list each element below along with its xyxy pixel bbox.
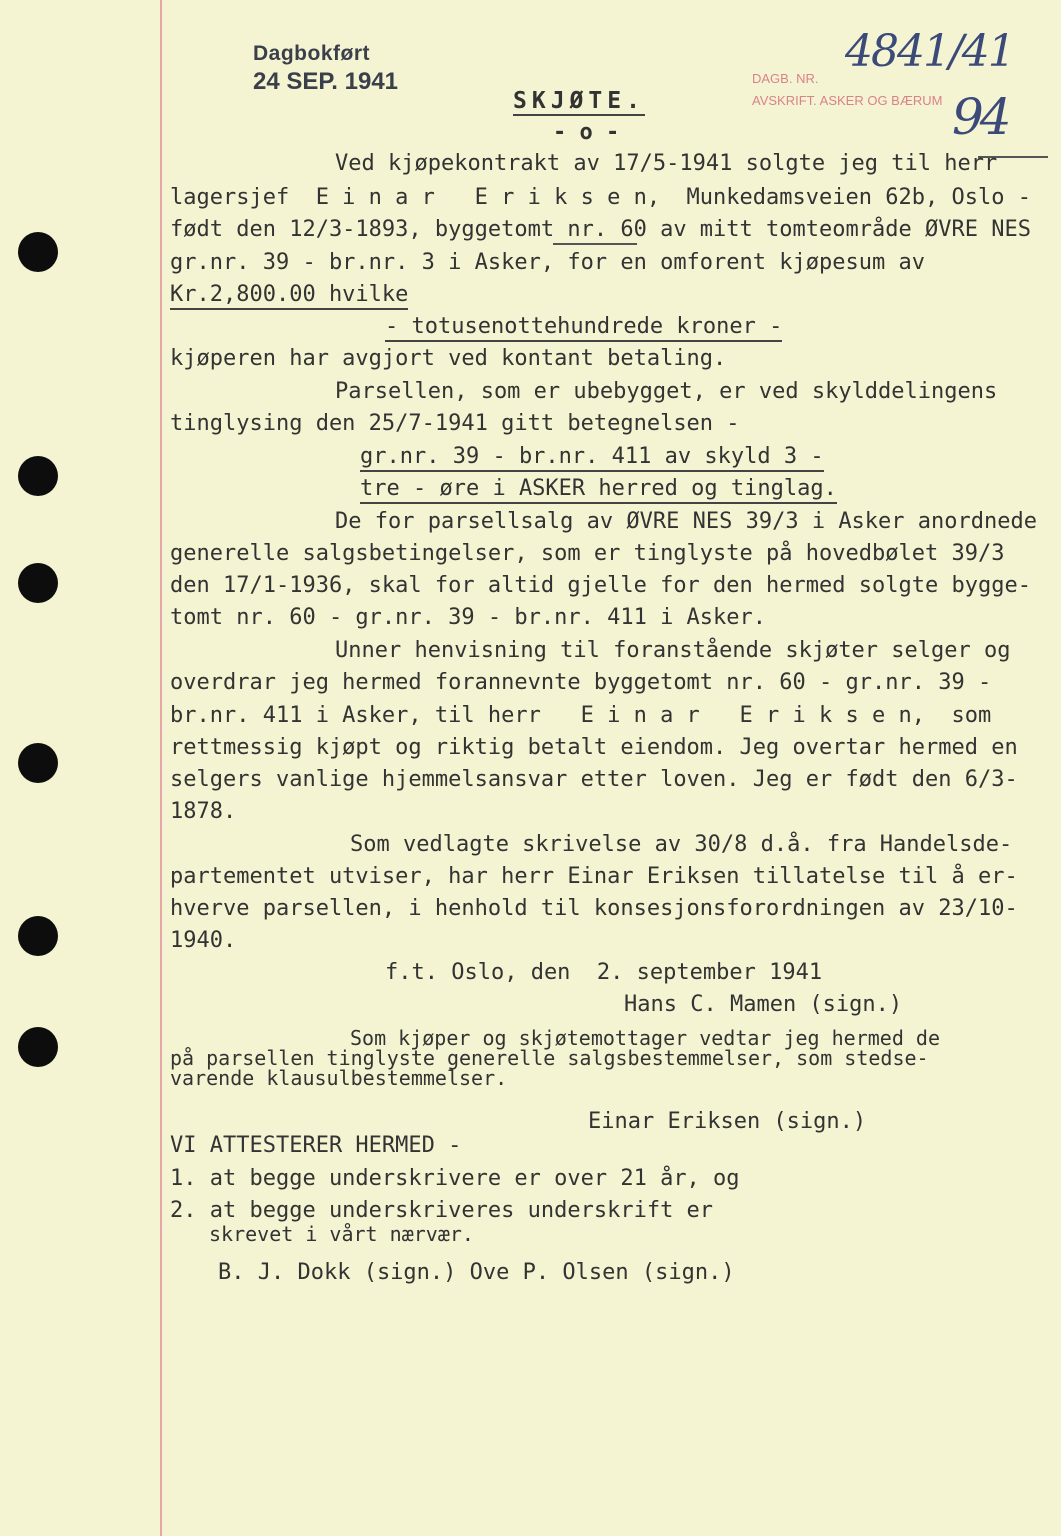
punch-hole	[18, 456, 58, 496]
document-title: SKJØTE.	[513, 88, 645, 114]
punch-hole	[18, 743, 58, 783]
text-line	[360, 442, 824, 472]
text-line: rettmessig kjøpt og riktig betalt eiendom. Jeg overtar hermed en	[170, 735, 1018, 760]
punch-hole	[18, 563, 58, 603]
text-line: tomt nr. 60 - gr.nr. 39 - br.nr. 411 i Asker.	[170, 605, 767, 630]
purchase-price: Kr.2,800.00 hvilke	[170, 282, 408, 310]
price-in-words: - totusenottehundrede kroner -	[385, 314, 782, 342]
margin-line	[160, 0, 162, 1536]
text-line: Ved kjøpekontrakt av 17/5-1941 solgte jeg til herr	[335, 151, 998, 176]
punch-hole	[18, 916, 58, 956]
stamp-label: Dagbokført	[253, 42, 370, 65]
property-designation: gr.nr. 39 - br.nr. 411 av skyld 3 -	[360, 444, 824, 472]
text-line: kjøperen har avgjort ved kontant betaling.	[170, 346, 727, 371]
text-line: gr.nr. 39 - br.nr. 3 i Asker, for en omforent kjøpesum av	[170, 250, 925, 275]
register-number-label: DAGB. NR.	[752, 71, 819, 86]
text-line: den 17/1-1936, skal for altid gjelle for den hermed solgte bygge-	[170, 573, 1031, 598]
text-line: lagersjef E i n a r E r i k s e n, Munkedamsveien 62b, Oslo -	[170, 185, 1031, 210]
stamp-date: 24 SEP. 1941	[253, 68, 399, 95]
register-office-label: AVSKRIFT. ASKER OG BÆRUM	[752, 93, 943, 108]
text-line: br.nr. 411 i Asker, til herr E i n a r E r i k s e n, som	[170, 703, 992, 728]
attestation-item: 2. at begge underskriveres underskrift er	[170, 1198, 714, 1223]
handwritten-dagbok-number: 4841/41	[845, 26, 1014, 77]
text-line: 1940.	[170, 928, 237, 953]
attestation-item: skrevet i vårt nærvær.	[209, 1222, 474, 1246]
witness-signatures: B. J. Dokk (sign.) Ove P. Olsen (sign.)	[218, 1260, 735, 1285]
buyer-signature: Einar Eriksen (sign.)	[588, 1109, 867, 1134]
attestation-heading: VI ATTESTERER HERMED -	[170, 1133, 462, 1158]
title-separator: - o -	[553, 120, 620, 145]
text-line: Som kjøper og skjøtemottager vedtar jeg hermed de	[350, 1026, 941, 1050]
text-line: på parsellen tinglyste generelle salgsbestemmelser, som stedse-	[170, 1046, 929, 1070]
underline-tomt	[553, 243, 637, 245]
punch-hole	[18, 1027, 58, 1067]
text-line: Unner henvisning til foranstående skjøter selger og	[335, 638, 1011, 663]
text-line	[170, 280, 408, 310]
handwritten-page-number: 94	[952, 88, 1008, 146]
text-line: tinglysing den 25/7-1941 gitt betegnelsen -	[170, 411, 740, 436]
punch-hole	[18, 232, 58, 272]
property-designation: tre - øre i ASKER herred og tinglag.	[360, 476, 837, 504]
text-line	[360, 474, 837, 504]
text-line	[385, 312, 782, 342]
place-date-line: f.t. Oslo, den 2. september 1941	[385, 960, 823, 985]
text-line: Parsellen, som er ubebygget, er ved skylddelingens	[335, 379, 998, 404]
seller-signature: Hans C. Mamen (sign.)	[624, 992, 903, 1017]
text-line: Som vedlagte skrivelse av 30/8 d.å. fra Handelsde-	[350, 832, 1013, 857]
text-line: hverve parsellen, i henhold til konsesjonsforordningen av 23/10-	[170, 896, 1018, 921]
text-line: partementet utviser, har herr Einar Eriksen tillatelse til å er-	[170, 864, 1018, 889]
text-line: varende klausulbestemmelser.	[170, 1066, 508, 1090]
dagbok-stamp	[253, 42, 398, 96]
attestation-item: 1. at begge underskrivere er over 21 år, og	[170, 1166, 740, 1191]
text-line: 1878.	[170, 799, 237, 824]
text-line: generelle salgsbetingelser, som er tinglyste på hovedbølet 39/3	[170, 541, 1005, 566]
text-line: overdrar jeg hermed forannevnte byggetomt nr. 60 - gr.nr. 39 -	[170, 670, 992, 695]
text-line: selgers vanlige hjemmelsansvar etter loven. Jeg er født den 6/3-	[170, 767, 1018, 792]
text-line: født den 12/3-1893, byggetomt nr. 60 av mitt tomteområde ØVRE NES	[170, 217, 1031, 242]
text-line: De for parsellsalg av ØVRE NES 39/3 i Asker anordnede	[335, 509, 1037, 534]
